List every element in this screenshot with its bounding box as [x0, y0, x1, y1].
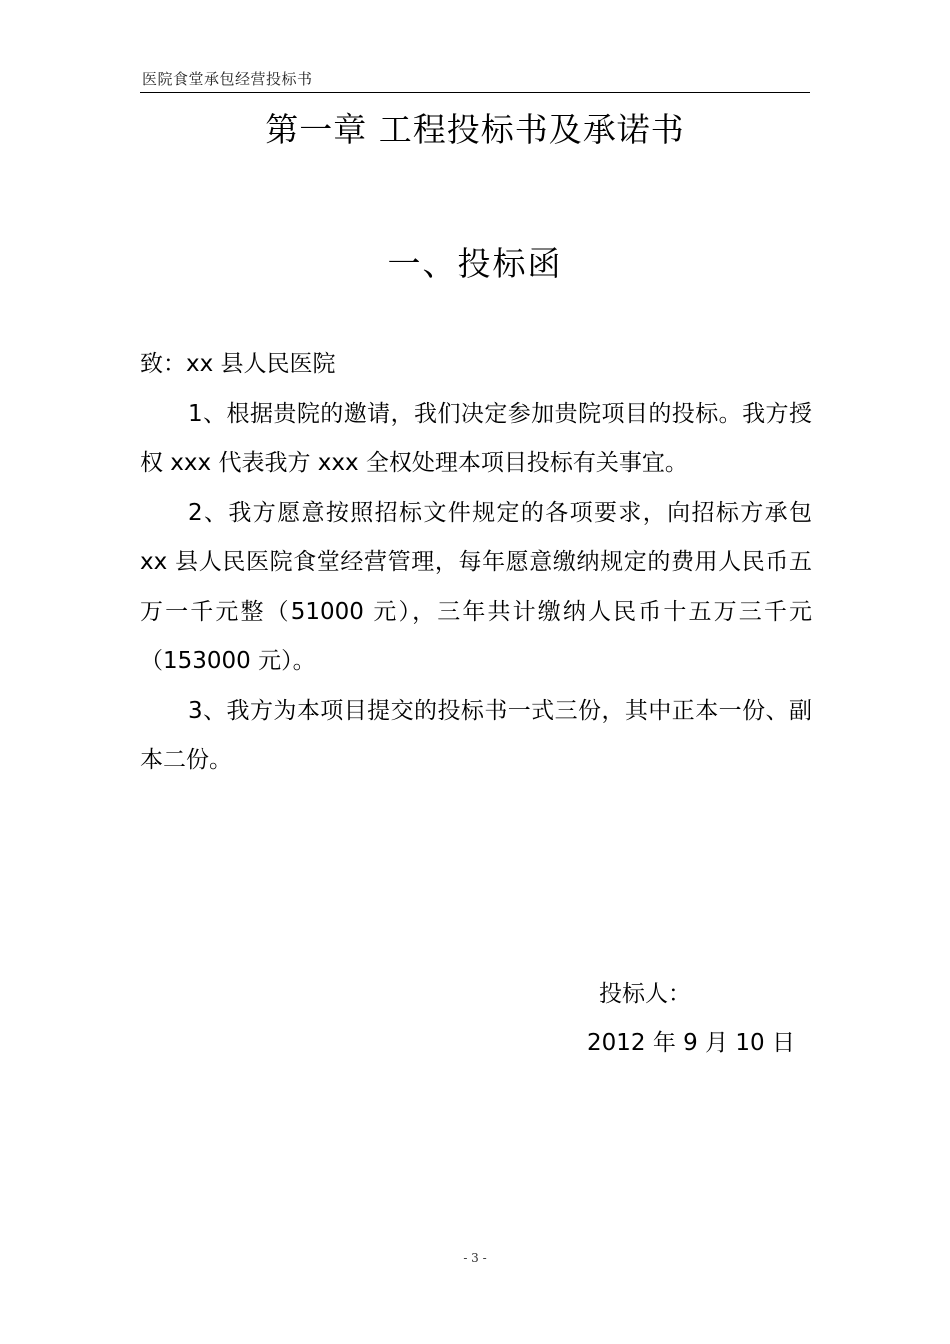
section-title: 一、投标函 [387, 244, 563, 283]
page-number: - 3 - [463, 1251, 487, 1265]
paragraph-2: 2、我方愿意按照招标文件规定的各项要求，向招标方承包 xx 县人民医院食堂经营管理，每年愿意缴纳规定的费用人民币五万一千元整（51000 元），三年共计缴纳人民币十五万三千元（153000 元）。 [140, 499, 812, 674]
signature-date: 2012 年 9 月 10 日 [587, 1030, 795, 1056]
bidder-signature-label: 投标人： [599, 981, 691, 1007]
paragraph-3: 3、我方为本项目提交的投标书一式三份，其中正本一份、副本二份。 [140, 697, 812, 773]
chapter-title: 第一章 工程投标书及承诺书 [265, 110, 685, 149]
running-header: 医院食堂承包经营投标书 [142, 70, 313, 88]
paragraph-1: 1、根据贵院的邀请，我们决定参加贵院项目的投标。我方授权 xxx 代表我方 xxx 全权处理本项目投标有关事宜。 [140, 400, 812, 476]
salutation: 致：xx 县人民医院 [140, 351, 336, 377]
header-divider [140, 92, 810, 93]
letter-body [140, 340, 812, 786]
